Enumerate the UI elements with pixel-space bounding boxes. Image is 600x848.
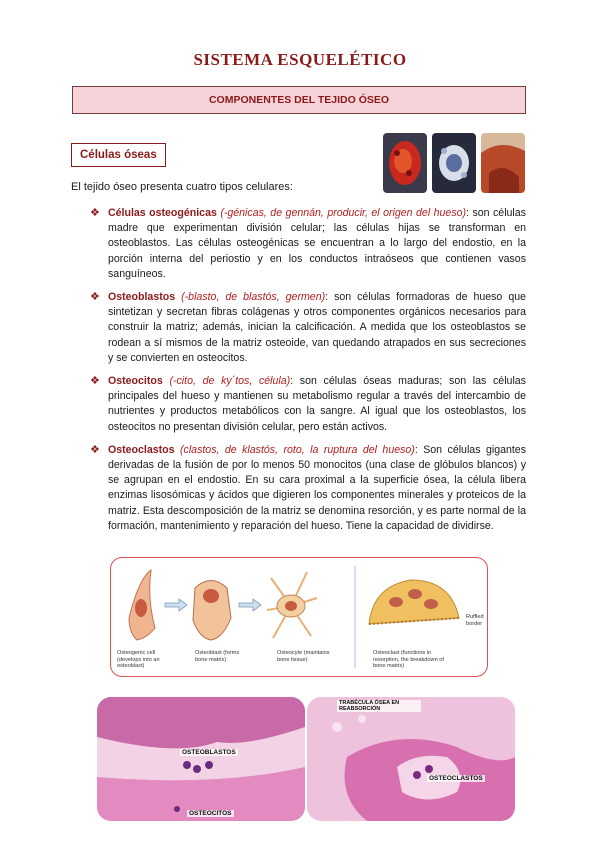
diamond-bullet-icon: ❖	[90, 291, 100, 304]
section-heading: Células óseas	[71, 143, 166, 167]
thumbnail-bone-tissue	[481, 133, 525, 193]
osteogenic-cell-illustration	[129, 570, 155, 640]
label-osteoclastos: OSTEOCLASTOS	[429, 775, 483, 782]
osteoclast-illustration	[369, 580, 459, 624]
description: : son células óseas maduras; son las células principales del hueso y mantienen su metabolismo regular a través del intercambio de nutrientes y productos metabólicos con la sangre. Al igual que los osteoblastos, los osteocitos no presentan división celular, pero están activos.	[108, 375, 526, 433]
section-banner: COMPONENTES DEL TEJIDO ÓSEO	[72, 86, 526, 114]
arrow-right-icon	[165, 599, 187, 611]
micrograph-osteoblasts	[97, 697, 305, 821]
list-item-osteocytes	[90, 374, 526, 435]
caption-osteogenic: Osteogenic cell (develops into an osteoblast)	[117, 650, 160, 670]
thumbnail-osteocyte-blue	[432, 133, 476, 193]
cell-types-list	[90, 206, 526, 542]
description: : Son células gigantes derivadas de la fusión de por lo menos 50 monocitos (una clase de glóbulos blancos) y se agrupan en el endostio. En su cara proximal a la superficie ósea, la célula libera enzimas lisosómicas y ácidos que digieren los componentes minerales y proteicos de la matriz. Esta descomposición de la matriz se denomina resorción, y es parte normal de la formación, mantenimiento y reparación del hueso. Tiene la capacidad de dividirse.	[108, 443, 526, 532]
caption-osteoclast: Osteoclast (functions in resorption, the breakdown of bone matrix)	[373, 650, 444, 670]
bone-cells-diagram	[110, 557, 488, 677]
etymology: (-blasto, de blastós, germen)	[181, 291, 326, 304]
etymology: (-génicas, de gennán, producir, el origen del hueso)	[220, 207, 467, 219]
osteoblast-illustration	[193, 581, 231, 641]
term: Células osteogénicas	[108, 207, 217, 219]
label-trabecula: TRABÉCULA ÓSEA EN REABSORCIÓN	[337, 700, 421, 712]
cell-thumbnails	[383, 133, 525, 193]
label-osteoblastos: OSTEOBLASTOS	[182, 749, 236, 756]
list-item-osteoclasts	[90, 443, 526, 534]
page-title: SISTEMA ESQUELÉTICO	[193, 50, 407, 69]
term: Osteoclastos	[108, 443, 175, 456]
list-item-osteogenic	[90, 206, 526, 282]
thumbnail-osteoclast-red	[383, 133, 427, 193]
etymology: (clastos, de klastós, roto, la ruptura del hueso)	[180, 443, 415, 456]
description: : son células madre que experimentan división celular; las células hijas se transforman en osteoblastos. Las células osteogénicas se encuentran a lo largo del endostio, en la porción interna del periostio y en los conductos intraóseos que contienen vasos sanguíneos.	[108, 207, 526, 280]
caption-osteoblast: Osteoblast (forms bone matrix)	[195, 650, 240, 663]
diamond-bullet-icon: ❖	[90, 207, 100, 219]
diamond-bullet-icon: ❖	[90, 443, 100, 456]
etymology: (-cito, de ky´tos, célula)	[169, 375, 291, 388]
term: Osteoblastos	[108, 291, 176, 304]
intro-text: El tejido óseo presenta cuatro tipos celulares:	[71, 181, 293, 193]
label-osteocitos: OSTEOCITOS	[189, 810, 232, 817]
term: Osteocitos	[108, 375, 163, 388]
caption-osteocyte: Osteocyte (maintains bone tissue)	[277, 650, 330, 663]
arrow-right-icon	[239, 599, 261, 611]
description: : son células formadoras de hueso que sintetizan y secretan fibras colágenas y otros componentes orgánicos necesarios para construir la matriz; además, inician la calcificación. A medida que los osteoblastos se rodean a sí mismos de la matriz osteoide, van quedando atrapados en sus secreciones y se convierten en osteocitos.	[108, 291, 526, 364]
caption-ruffled-border: Ruffled border	[466, 614, 484, 627]
diamond-bullet-icon: ❖	[90, 375, 100, 388]
micrograph-osteoclasts	[307, 697, 515, 821]
list-item-osteoblasts	[90, 290, 526, 366]
